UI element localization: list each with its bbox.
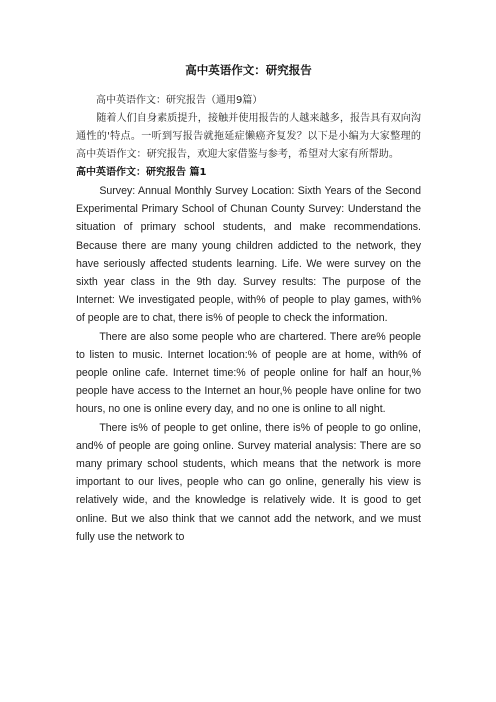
body-paragraph-3: There is% of people to get online, there is% of people to go online, and% of people are going online. Survey material analysis: There are so many primary school students, which means that the network is more important to our lives, people who can go online, generally his view is relatively wide, and the knowledge is relatively wide. It is good to get online. But we also think that we cannot add the network, and we must fully use the network to xyxy=(76,421,421,543)
document-subtitle: 高中英语作文：研究报告（通用9篇） xyxy=(96,95,263,106)
document-title: 高中英语作文：研究报告 xyxy=(185,63,312,77)
body-paragraph-2: There are also some people who are chartered. There are% people to listen to music. Internet location:% of people are at home, with% of people online cafe. Internet time:% of people online for half an hour,% people have access to the Internet an hour,% people have online for two hours, no one is online every day, and no one is online to all night. xyxy=(76,330,421,416)
body-paragraph-1: Survey: Annual Monthly Survey Location: Sixth Years of the Second Experimental Primary School of Chunan County Survey: Understand the situation of primary school students, and make recommendations. Because there are many young children addicted to the network, they have seriously affected students learning. Life. We were survey on the sixth year class in the 9th day. Survey results: The purpose of the Internet: We investigated people, with% of people to play games, with% of people are to chat, there is% of people to check the information. xyxy=(76,185,421,325)
document-page xyxy=(76,62,421,546)
section-heading: 高中英语作文：研究报告 篇1 xyxy=(76,167,207,178)
intro-paragraph: 随着人们自身素质提升，接触并使用报告的人越来越多，报告具有双向沟通性的'特点。一听到写报告就拖延症懒癌齐复发？以下是小编为大家整理的高中英语作文：研究报告，欢迎大家借鉴与参考，希望对大家有所帮助。 xyxy=(76,113,421,160)
